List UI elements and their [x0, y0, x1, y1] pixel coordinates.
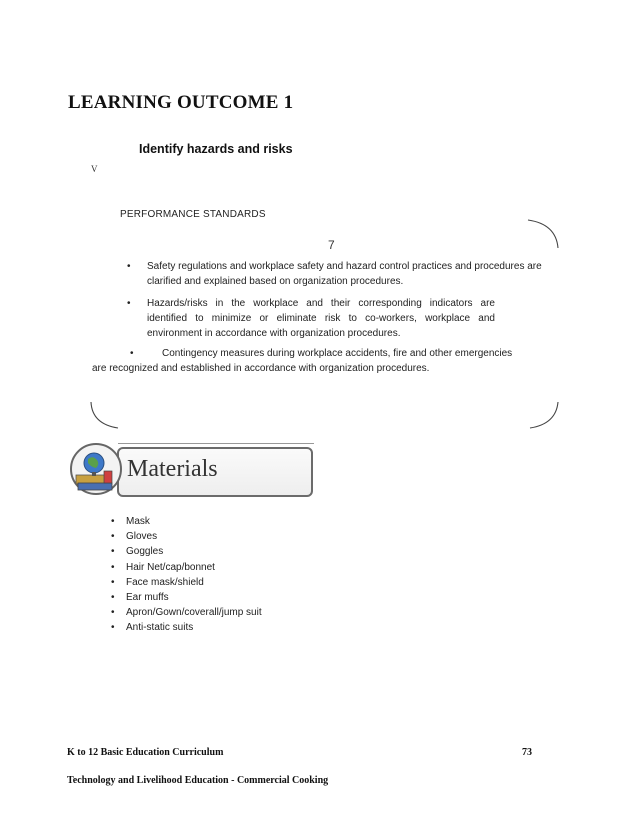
performance-standards-heading: PERFORMANCE STANDARDS [120, 209, 266, 220]
material-name: Mask [126, 516, 150, 527]
bullet: • [111, 622, 115, 634]
materials-rule [118, 443, 314, 444]
learning-outcome-title: LEARNING OUTCOME 1 [68, 92, 294, 113]
material-name: Apron/Gown/coverall/jump suit [126, 607, 262, 619]
bullet: • [111, 591, 115, 603]
footer-curriculum: K to 12 Basic Education Curriculum [67, 747, 224, 758]
list-item [111, 605, 262, 620]
list-item [111, 575, 262, 590]
list-item [111, 544, 262, 559]
list-item [111, 590, 262, 605]
bracket-bottom-right [530, 402, 558, 428]
stray-mark-v: V [91, 164, 98, 174]
material-name: Ear muffs [126, 591, 169, 603]
bullet: • [111, 607, 115, 619]
page-number: 73 [522, 747, 532, 758]
material-name: Hair Net/cap/bonnet [126, 561, 215, 573]
list-item [111, 620, 262, 635]
standard-item-text: Safety regulations and workplace safety and hazard control practices and procedures are clarified and explained based on organization procedures. [147, 261, 542, 287]
bullet: • [111, 531, 115, 543]
bullet: • [127, 298, 131, 309]
list-item [111, 560, 262, 575]
bullet: • [111, 516, 115, 527]
bullet: • [130, 348, 134, 359]
materials-list [111, 514, 262, 636]
stray-mark-7: 7 [328, 238, 335, 252]
bullet: • [111, 576, 115, 588]
footer-subject: Technology and Livelihood Education - Commercial Cooking [67, 775, 329, 786]
materials-heading: Materials [127, 456, 218, 482]
material-name: Gloves [126, 531, 158, 543]
bullet: • [111, 546, 115, 558]
standard-item-text: Hazards/risks in the workplace and their corresponding indicators are identified to minimize or eliminate risk to co-workers, workplace and environment in accordance with organization procedures. [147, 298, 495, 339]
bullet: • [127, 261, 131, 272]
list-item [111, 514, 262, 529]
standard-item-text: Contingency measures during workplace accidents, fire and other emergencies [162, 348, 513, 359]
standard-item-text-continued: are recognized and established in accordance with organization procedures. [92, 363, 430, 374]
bracket-top-right [528, 220, 558, 248]
globe-books-icon [66, 441, 126, 497]
bullet: • [111, 561, 115, 573]
learning-outcome-subtitle: Identify hazards and risks [139, 142, 293, 156]
material-name: Goggles [126, 546, 164, 558]
material-name: Anti-static suits [126, 622, 194, 634]
material-name: Face mask/shield [126, 576, 204, 588]
bracket-bottom-left [91, 402, 118, 428]
list-item [111, 529, 262, 544]
